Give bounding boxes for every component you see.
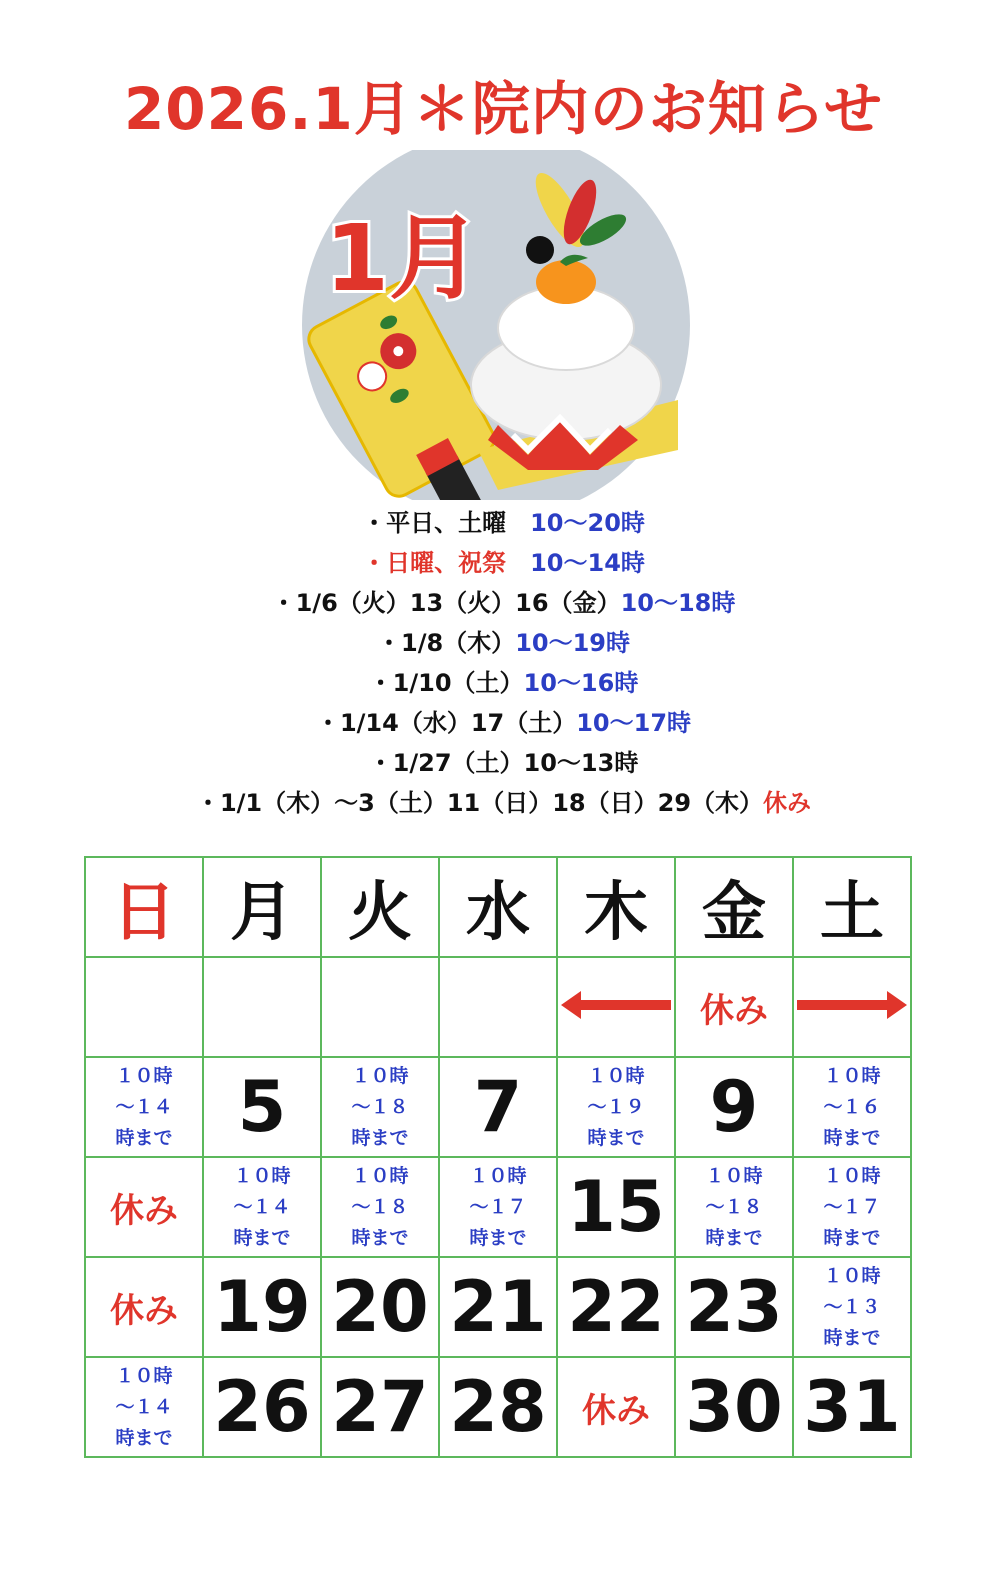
weekday-header: 火 <box>321 857 439 957</box>
empty-cell <box>321 957 439 1057</box>
day-hours: １０時 〜１８ 時まで <box>675 1157 793 1257</box>
week-row <box>85 957 911 1057</box>
day-number: 19 <box>203 1257 321 1357</box>
calendar-table <box>84 856 912 1458</box>
hours-time: 10〜19時 <box>515 629 630 657</box>
badge-text: 1月 <box>324 205 482 312</box>
day-number: 15 <box>557 1157 675 1257</box>
day-number: 23 <box>675 1257 793 1357</box>
day-hours: １０時 〜１９ 時まで <box>557 1057 675 1157</box>
hours-line <box>0 663 1007 703</box>
day-number: 7 <box>439 1057 557 1157</box>
arrow-right-cell <box>793 957 911 1057</box>
weekday-header: 日 <box>85 857 203 957</box>
hours-line <box>0 503 1007 543</box>
arrow-left-cell <box>557 957 675 1057</box>
day-number: 30 <box>675 1357 793 1457</box>
hours-label: ・1/27（土）10〜13時 <box>368 749 639 777</box>
day-hours: １０時 〜１８ 時まで <box>321 1057 439 1157</box>
hours-line <box>0 623 1007 663</box>
day-hours: １０時 〜１３ 時まで <box>793 1257 911 1357</box>
day-number: 9 <box>675 1057 793 1157</box>
hours-time: 10〜16時 <box>523 669 639 697</box>
day-number: 27 <box>321 1357 439 1457</box>
week-row <box>85 1357 911 1457</box>
day-hours: １０時 〜１７ 時まで <box>439 1157 557 1257</box>
day-hours: １０時 〜１７ 時まで <box>793 1157 911 1257</box>
day-hours: １０時 〜１４ 時まで <box>85 1357 203 1457</box>
weekday-header: 土 <box>793 857 911 957</box>
hours-label: ・1/8（木） <box>377 629 516 657</box>
weekday-header: 木 <box>557 857 675 957</box>
empty-cell <box>203 957 321 1057</box>
day-number: 20 <box>321 1257 439 1357</box>
week-row <box>85 1157 911 1257</box>
day-hours: １０時 〜１４ 時まで <box>85 1057 203 1157</box>
new-year-illustration <box>298 150 694 500</box>
hours-label: ・1/6（火）13（火）16（金） <box>271 589 621 617</box>
weekday-header-row <box>85 857 911 957</box>
hours-line <box>0 583 1007 623</box>
closed-day-label: 休み <box>675 957 793 1057</box>
arrow-left-icon <box>561 991 671 1019</box>
hours-label: ・1/1（木）〜3（土）11（日）18（日）29（木） <box>195 789 764 817</box>
day-hours: １０時 〜１４ 時まで <box>203 1157 321 1257</box>
hours-label: ・平日、土曜 <box>362 509 507 537</box>
hours-list <box>0 503 1007 823</box>
hours-time: 10〜20時 <box>506 509 645 537</box>
hours-label: ・日曜、祝祭 <box>362 549 507 577</box>
hours-label: ・1/10（土） <box>368 669 524 697</box>
hours-time: 10〜18時 <box>620 589 736 617</box>
arrow-right-icon <box>797 991 907 1019</box>
weekday-header: 月 <box>203 857 321 957</box>
day-hours: １０時 〜１６ 時まで <box>793 1057 911 1157</box>
week-row <box>85 1257 911 1357</box>
day-number: 22 <box>557 1257 675 1357</box>
hours-time: 10〜14時 <box>506 549 645 577</box>
closed-day-label: 休み <box>557 1357 675 1457</box>
day-hours: １０時 〜１８ 時まで <box>321 1157 439 1257</box>
hours-line <box>0 543 1007 583</box>
hours-label: ・1/14（水）17（土） <box>315 709 577 737</box>
empty-cell <box>85 957 203 1057</box>
day-number: 31 <box>793 1357 911 1457</box>
page-title: 2026.1月＊院内のお知らせ <box>123 75 884 143</box>
day-number: 21 <box>439 1257 557 1357</box>
weekday-header: 水 <box>439 857 557 957</box>
day-number: 5 <box>203 1057 321 1157</box>
weekday-header: 金 <box>675 857 793 957</box>
empty-cell <box>439 957 557 1057</box>
hours-line <box>0 703 1007 743</box>
closed-day-label: 休み <box>85 1257 203 1357</box>
closed-day-label: 休み <box>85 1157 203 1257</box>
kagami-mochi-icon <box>298 150 694 500</box>
day-number: 28 <box>439 1357 557 1457</box>
week-row <box>85 1057 911 1157</box>
hours-line <box>0 783 1007 823</box>
hours-line <box>0 743 1007 783</box>
hours-time: 10〜17時 <box>576 709 692 737</box>
hours-time: 休み <box>763 789 812 817</box>
day-number: 26 <box>203 1357 321 1457</box>
